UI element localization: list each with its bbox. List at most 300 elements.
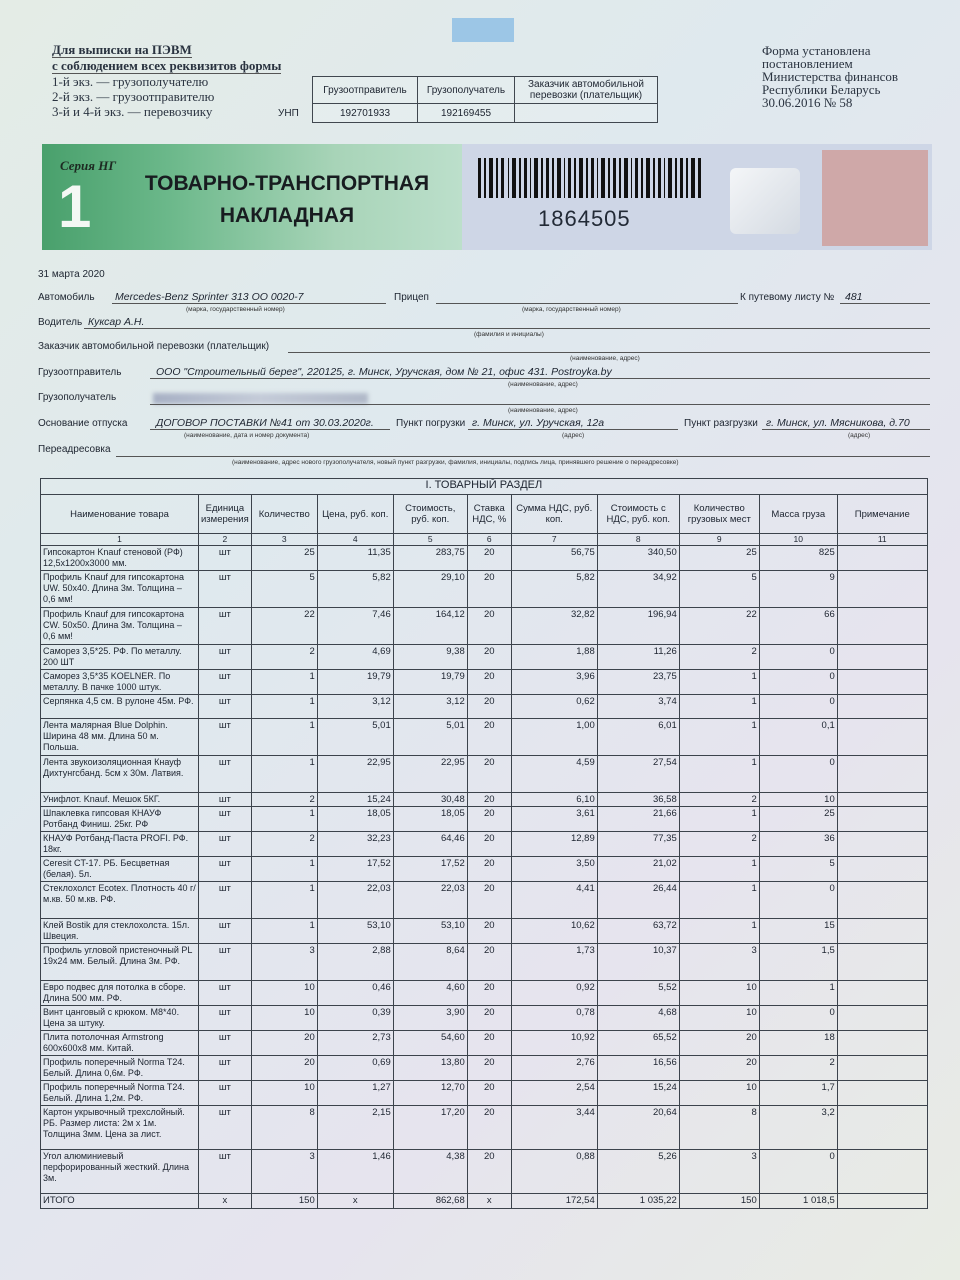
table-cell: 18,05 <box>317 807 393 832</box>
table-cell: 10 <box>679 981 759 1006</box>
table-cell: 10 <box>251 1081 317 1106</box>
table-cell: 19,79 <box>317 670 393 695</box>
table-cell: 5,52 <box>597 981 679 1006</box>
col-number: 11 <box>837 534 927 546</box>
table-cell: 22,95 <box>393 756 467 793</box>
table-cell: 3,61 <box>511 807 597 832</box>
table-cell: 3,90 <box>393 1006 467 1031</box>
table-cell: шт <box>199 1150 252 1194</box>
unp-header-consignee: Грузополучатель <box>418 77 515 104</box>
table-cell: 1 <box>251 919 317 944</box>
table-cell: 18,05 <box>393 807 467 832</box>
table-cell: 0,46 <box>317 981 393 1006</box>
item-name: Картон укрывочный трехслойный. РБ. Размер листа: 2м х 1м. Толщина 3мм. Цена за лист. <box>41 1106 199 1150</box>
table-cell: 1 <box>759 981 837 1006</box>
table-cell: 3,12 <box>317 695 393 719</box>
copy-number: 1 <box>58 173 92 240</box>
copy-line: 3-й и 4-й экз. — перевозчику <box>52 104 213 119</box>
table-cell: 0 <box>759 670 837 695</box>
table-row <box>41 981 928 1006</box>
table-cell: 25 <box>679 546 759 571</box>
table-cell: 5,82 <box>317 571 393 608</box>
table-cell: 63,72 <box>597 919 679 944</box>
total-cell: х <box>467 1194 511 1209</box>
table-cell: 2,73 <box>317 1031 393 1056</box>
table-cell: 8 <box>679 1106 759 1150</box>
total-cell: х <box>317 1194 393 1209</box>
table-cell: 17,52 <box>317 857 393 882</box>
table-cell: 22 <box>679 608 759 645</box>
table-cell: 77,35 <box>597 832 679 857</box>
table-cell: 5,01 <box>317 719 393 756</box>
table-cell: 20 <box>467 793 511 807</box>
table-cell <box>837 1106 927 1150</box>
table-cell: 34,92 <box>597 571 679 608</box>
title-line: НАКЛАДНАЯ <box>219 204 355 227</box>
total-cell: х <box>199 1194 252 1209</box>
color-tab-mark <box>452 18 514 42</box>
col-number: 6 <box>467 534 511 546</box>
basis-caption: (наименование, дата и номер документа) <box>184 432 310 439</box>
redirect-underline <box>116 456 930 457</box>
table-cell: 20 <box>467 944 511 981</box>
table-cell: 10 <box>679 1081 759 1106</box>
table-cell: шт <box>199 807 252 832</box>
table-cell: 5,26 <box>597 1150 679 1194</box>
table-cell <box>837 832 927 857</box>
table-cell: 2 <box>251 793 317 807</box>
table-cell <box>837 807 927 832</box>
table-cell: 20 <box>467 807 511 832</box>
table-cell: 9,38 <box>393 645 467 670</box>
item-name: Профиль Knauf для гипсокартона UW. 50х40. Длина 3м. Толщина – 0,6 мм! <box>41 571 199 608</box>
unload-value: г. Минск, ул. Мясникова, д.70 <box>766 417 910 429</box>
table-cell: 30,48 <box>393 793 467 807</box>
table-cell: шт <box>199 793 252 807</box>
table-cell: 10,92 <box>511 1031 597 1056</box>
series-label: Серия НГ <box>60 158 117 173</box>
table-cell: 1,00 <box>511 719 597 756</box>
table-cell: 7,46 <box>317 608 393 645</box>
table-row <box>41 857 928 882</box>
trailer-underline <box>436 303 738 304</box>
table-cell: 29,10 <box>393 571 467 608</box>
table-cell: 1 <box>251 719 317 756</box>
goods-rows <box>41 546 928 1194</box>
table-cell: 1 <box>679 807 759 832</box>
table-cell: 3,2 <box>759 1106 837 1150</box>
item-name: КНАУФ Ротбанд-Паста PROFI. РФ. 18кг. <box>41 832 199 857</box>
table-cell: 20 <box>467 857 511 882</box>
unp-table <box>312 76 658 123</box>
trailer-label: Прицеп <box>394 292 429 303</box>
table-row <box>41 1031 928 1056</box>
table-cell: 6,10 <box>511 793 597 807</box>
table-cell: 4,60 <box>393 981 467 1006</box>
col-number: 9 <box>679 534 759 546</box>
col-number: 10 <box>759 534 837 546</box>
col-number: 4 <box>317 534 393 546</box>
table-cell: 2 <box>679 793 759 807</box>
table-cell: шт <box>199 695 252 719</box>
table-row <box>41 756 928 793</box>
table-row <box>41 608 928 645</box>
table-cell: 0 <box>759 882 837 919</box>
table-cell: 5 <box>759 857 837 882</box>
table-cell: 2 <box>251 832 317 857</box>
item-name: Клей Bostik для стеклохолста. 15л. Швеция. <box>41 919 199 944</box>
total-cell: 150 <box>679 1194 759 1209</box>
table-cell <box>837 645 927 670</box>
load-label: Пункт погрузки <box>396 418 466 429</box>
driver-value: Куксар А.Н. <box>88 316 145 328</box>
auto-value: Mercedes-Benz Sprinter 313 OO 0020-7 <box>115 291 304 303</box>
consignee-underline <box>150 404 930 405</box>
table-cell <box>837 756 927 793</box>
table-cell: 1 <box>251 807 317 832</box>
table-cell: 1 <box>251 882 317 919</box>
table-cell: шт <box>199 670 252 695</box>
table-cell: 283,75 <box>393 546 467 571</box>
table-cell <box>837 1056 927 1081</box>
table-cell: 2,54 <box>511 1081 597 1106</box>
table-cell: 3 <box>251 1150 317 1194</box>
section-title: I. ТОВАРНЫЙ РАЗДЕЛ <box>41 479 928 495</box>
table-cell: 1,73 <box>511 944 597 981</box>
col-header: Количество грузовых мест <box>679 495 759 534</box>
table-cell: 9 <box>759 571 837 608</box>
approval-line: 30.06.2016 № 58 <box>762 95 853 110</box>
table-cell: шт <box>199 944 252 981</box>
table-cell: 22 <box>251 608 317 645</box>
table-cell: 20,64 <box>597 1106 679 1150</box>
item-name: Саморез 3,5*35 KOELNER. По металлу. В пачке 1000 штук. <box>41 670 199 695</box>
barcode-image <box>478 158 708 198</box>
table-cell: шт <box>199 981 252 1006</box>
table-cell: 10,62 <box>511 919 597 944</box>
shipper-label: Грузоотправитель <box>38 367 122 378</box>
table-cell: 0,88 <box>511 1150 597 1194</box>
table-cell: шт <box>199 719 252 756</box>
item-name: Лента звукоизоляционная Кнауф Дихтунгсбанд. 5см х 30м. Латвия. <box>41 756 199 793</box>
auto-label: Автомобиль <box>38 292 95 303</box>
table-cell: 4,59 <box>511 756 597 793</box>
total-cell: 862,68 <box>393 1194 467 1209</box>
table-cell: 17,20 <box>393 1106 467 1150</box>
col-header: Цена, руб. коп. <box>317 495 393 534</box>
table-cell: 3,74 <box>597 695 679 719</box>
table-row <box>41 1150 928 1194</box>
table-row <box>41 1081 928 1106</box>
table-cell: 32,23 <box>317 832 393 857</box>
table-row <box>41 832 928 857</box>
table-cell: 825 <box>759 546 837 571</box>
table-cell: 0 <box>759 1150 837 1194</box>
waybill-label: К путевому листу № <box>740 292 835 303</box>
table-cell: 20 <box>467 1006 511 1031</box>
redirect-caption: (наименование, адрес нового грузополучателя, новый пункт разгрузки, фамилия, инициалы, подпись лица, принявшего решение о переадресовке) <box>232 459 679 466</box>
copy-line: 1-й экз. — грузополучателю <box>52 74 209 89</box>
total-cell <box>837 1194 927 1209</box>
form-approval-note <box>762 44 898 109</box>
total-cell: 1 018,5 <box>759 1194 837 1209</box>
table-cell: 1 <box>679 857 759 882</box>
table-cell: 12,70 <box>393 1081 467 1106</box>
table-cell: 3 <box>251 944 317 981</box>
table-cell: 20 <box>467 1081 511 1106</box>
table-cell: 2 <box>251 645 317 670</box>
col-number: 8 <box>597 534 679 546</box>
table-cell: 32,82 <box>511 608 597 645</box>
table-cell <box>837 857 927 882</box>
table-row <box>41 807 928 832</box>
total-row <box>41 1194 928 1209</box>
table-cell: 20 <box>467 571 511 608</box>
table-row <box>41 719 928 756</box>
table-cell: 3 <box>679 944 759 981</box>
table-row <box>41 944 928 981</box>
table-cell: 20 <box>467 695 511 719</box>
col-header: Единица измерения <box>199 495 252 534</box>
table-cell: 36 <box>759 832 837 857</box>
table-cell <box>837 944 927 981</box>
table-cell: 0 <box>759 645 837 670</box>
table-cell: 4,41 <box>511 882 597 919</box>
table-cell: 4,69 <box>317 645 393 670</box>
table-cell: 1 <box>679 882 759 919</box>
table-row <box>41 670 928 695</box>
table-cell: шт <box>199 1056 252 1081</box>
col-header: Примечание <box>837 495 927 534</box>
title-line: ТОВАРНО-ТРАНСПОРТНАЯ <box>144 172 430 195</box>
consignee-redacted <box>153 393 368 404</box>
table-cell <box>837 571 927 608</box>
table-cell: 10 <box>251 1006 317 1031</box>
item-name: Профиль угловой пристеночный PL 19х24 мм. Белый. Длина 3м. РФ. <box>41 944 199 981</box>
table-cell: 3,44 <box>511 1106 597 1150</box>
col-header: Сумма НДС, руб. коп. <box>511 495 597 534</box>
driver-underline <box>84 328 930 329</box>
table-cell: 1 <box>679 719 759 756</box>
table-cell: 3 <box>679 1150 759 1194</box>
table-cell: 21,02 <box>597 857 679 882</box>
table-cell: шт <box>199 608 252 645</box>
item-name: Саморез 3,5*25. РФ. По металлу. 200 ШТ <box>41 645 199 670</box>
table-cell: шт <box>199 756 252 793</box>
table-cell: 2 <box>679 645 759 670</box>
table-cell: 54,60 <box>393 1031 467 1056</box>
load-value: г. Минск, ул. Уручская, 12а <box>472 417 605 429</box>
item-name: Стеклохолст Ecotex. Плотность 40 г/м.кв. 50 м.кв. РФ. <box>41 882 199 919</box>
table-cell: шт <box>199 857 252 882</box>
table-cell: 0,62 <box>511 695 597 719</box>
table-cell: 0,39 <box>317 1006 393 1031</box>
total-cell: 1 035,22 <box>597 1194 679 1209</box>
unp-label: УНП <box>278 108 299 119</box>
consignee-caption: (наименование, адрес) <box>508 407 578 414</box>
table-row <box>41 695 928 719</box>
table-cell: 20 <box>467 719 511 756</box>
total-cell: 172,54 <box>511 1194 597 1209</box>
col-number: 5 <box>393 534 467 546</box>
driver-label: Водитель <box>38 317 83 328</box>
table-cell <box>837 719 927 756</box>
col-header: Наименование товара <box>41 495 199 534</box>
table-cell: 20 <box>467 1150 511 1194</box>
unload-underline <box>762 429 930 430</box>
unp-header-customer: Заказчик автомобильной перевозки (плательщик) <box>515 77 658 104</box>
table-cell: 20 <box>467 919 511 944</box>
item-name: Профиль поперечный Norma T24. Белый. Длина 1,2м. РФ. <box>41 1081 199 1106</box>
table-cell: 2 <box>759 1056 837 1081</box>
item-name: Винт цанговый с крюком. М8*40. Цена за штуку. <box>41 1006 199 1031</box>
item-name: Ceresit CT-17. РБ. Бесцветная (белая). 5л. <box>41 857 199 882</box>
item-name: Угол алюминиевый перфорированный жесткий. Длина 3м. <box>41 1150 199 1194</box>
table-cell: 20 <box>251 1031 317 1056</box>
col-header: Количество <box>251 495 317 534</box>
table-cell: шт <box>199 1081 252 1106</box>
table-cell: 10,37 <box>597 944 679 981</box>
table-cell: 20 <box>467 1056 511 1081</box>
table-cell <box>837 882 927 919</box>
shipper-value: ООО "Строительный берег", 220125, г. Минск, Уручская, дом № 21, офис 431. Postroyka.by <box>156 366 612 378</box>
table-cell: 53,10 <box>317 919 393 944</box>
table-cell: 1,5 <box>759 944 837 981</box>
redirect-label: Переадресовка <box>38 444 111 455</box>
col-number: 2 <box>199 534 252 546</box>
table-row <box>41 793 928 807</box>
table-cell: 20 <box>467 1106 511 1150</box>
unload-label: Пункт разгрузки <box>684 418 758 429</box>
waybill-underline <box>840 303 930 304</box>
approval-line: постановлением <box>762 56 853 71</box>
print-instructions <box>52 42 281 119</box>
table-cell: 5,82 <box>511 571 597 608</box>
table-cell: 23,75 <box>597 670 679 695</box>
approval-line: Республики Беларусь <box>762 82 881 97</box>
basis-label: Основание отпуска <box>38 418 128 429</box>
table-cell <box>837 1081 927 1106</box>
table-cell: 4,68 <box>597 1006 679 1031</box>
table-cell: 6,01 <box>597 719 679 756</box>
table-cell: 25 <box>759 807 837 832</box>
col-number: 1 <box>41 534 199 546</box>
item-name: Профиль Knauf для гипсокартона CW. 50х50. Длина 3м. Толщина – 0,6 мм! <box>41 608 199 645</box>
table-cell: 20 <box>467 756 511 793</box>
table-cell: 19,79 <box>393 670 467 695</box>
driver-caption: (фамилия и инициалы) <box>474 331 544 338</box>
item-name: Плита потолочная Armstrong 600х600х8 мм. Китай. <box>41 1031 199 1056</box>
table-cell: 1 <box>251 756 317 793</box>
table-row <box>41 571 928 608</box>
item-name: Унифлот. Knauf. Мешок 5КГ. <box>41 793 199 807</box>
table-cell: 10 <box>759 793 837 807</box>
col-header: Масса груза <box>759 495 837 534</box>
table-cell <box>837 546 927 571</box>
consignee-label: Грузополучатель <box>38 392 117 403</box>
table-cell <box>837 919 927 944</box>
table-cell: 27,54 <box>597 756 679 793</box>
table-cell: 64,46 <box>393 832 467 857</box>
document-date: 31 марта 2020 <box>38 269 105 280</box>
table-cell: 5 <box>251 571 317 608</box>
table-cell: 1 <box>679 756 759 793</box>
table-cell <box>837 793 927 807</box>
table-cell: 13,80 <box>393 1056 467 1081</box>
table-cell <box>837 1150 927 1194</box>
document-number: 1864505 <box>538 206 631 231</box>
item-name: Гипсокартон Knauf стеновой (РФ) 12,5х1200х3000 мм. <box>41 546 199 571</box>
table-cell: 3,50 <box>511 857 597 882</box>
document-title <box>122 168 452 232</box>
table-cell: 26,44 <box>597 882 679 919</box>
table-cell: 20 <box>467 832 511 857</box>
table-cell: 1 <box>251 695 317 719</box>
table-cell: шт <box>199 571 252 608</box>
table-cell: 1 <box>251 670 317 695</box>
table-cell: шт <box>199 832 252 857</box>
col-header: Ставка НДС, % <box>467 495 511 534</box>
table-cell <box>837 695 927 719</box>
table-cell: 0,1 <box>759 719 837 756</box>
instruction-line: с соблюдением всех реквизитов формы <box>52 58 282 73</box>
table-cell: шт <box>199 919 252 944</box>
table-cell: 17,52 <box>393 857 467 882</box>
table-cell: 22,03 <box>393 882 467 919</box>
table-cell: шт <box>199 546 252 571</box>
table-cell: 56,75 <box>511 546 597 571</box>
item-name: Профиль поперечный Norma T24. Белый. Длина 0,6м. РФ. <box>41 1056 199 1081</box>
table-cell: 11,35 <box>317 546 393 571</box>
table-cell: 25 <box>251 546 317 571</box>
load-caption: (адрес) <box>562 432 585 439</box>
approval-line: Форма установлена <box>762 43 871 58</box>
table-cell: 66 <box>759 608 837 645</box>
table-cell: 0 <box>759 1006 837 1031</box>
table-row <box>41 882 928 919</box>
table-cell: 1 <box>679 919 759 944</box>
table-cell: 3,12 <box>393 695 467 719</box>
table-cell: 20 <box>679 1031 759 1056</box>
table-cell: 15,24 <box>597 1081 679 1106</box>
table-cell: 2,76 <box>511 1056 597 1081</box>
table-cell: 10 <box>679 1006 759 1031</box>
table-cell: 15,24 <box>317 793 393 807</box>
item-name: Серпянка 4,5 см. В рулоне 45м. РФ. <box>41 695 199 719</box>
trailer-caption: (марка, государственный номер) <box>522 306 621 313</box>
table-cell: 65,52 <box>597 1031 679 1056</box>
auto-underline <box>112 303 386 304</box>
goods-table <box>40 478 928 1209</box>
customer-underline <box>288 352 930 353</box>
table-cell: 5,01 <box>393 719 467 756</box>
item-name: Лента малярная Blue Dolphin. Ширина 48 мм. Длина 50 м. Польша. <box>41 719 199 756</box>
table-cell: 10 <box>251 981 317 1006</box>
shipper-caption: (наименование, адрес) <box>508 381 578 388</box>
table-cell: 164,12 <box>393 608 467 645</box>
col-number: 3 <box>251 534 317 546</box>
table-row <box>41 645 928 670</box>
table-cell: 0 <box>759 756 837 793</box>
table-cell: 8,64 <box>393 944 467 981</box>
table-cell: 8 <box>251 1106 317 1150</box>
table-cell <box>837 981 927 1006</box>
table-cell: 20 <box>251 1056 317 1081</box>
table-cell: 20 <box>467 882 511 919</box>
basis-underline <box>150 429 390 430</box>
unp-value-shipper: 192701933 <box>313 104 418 123</box>
unload-caption: (адрес) <box>848 432 871 439</box>
